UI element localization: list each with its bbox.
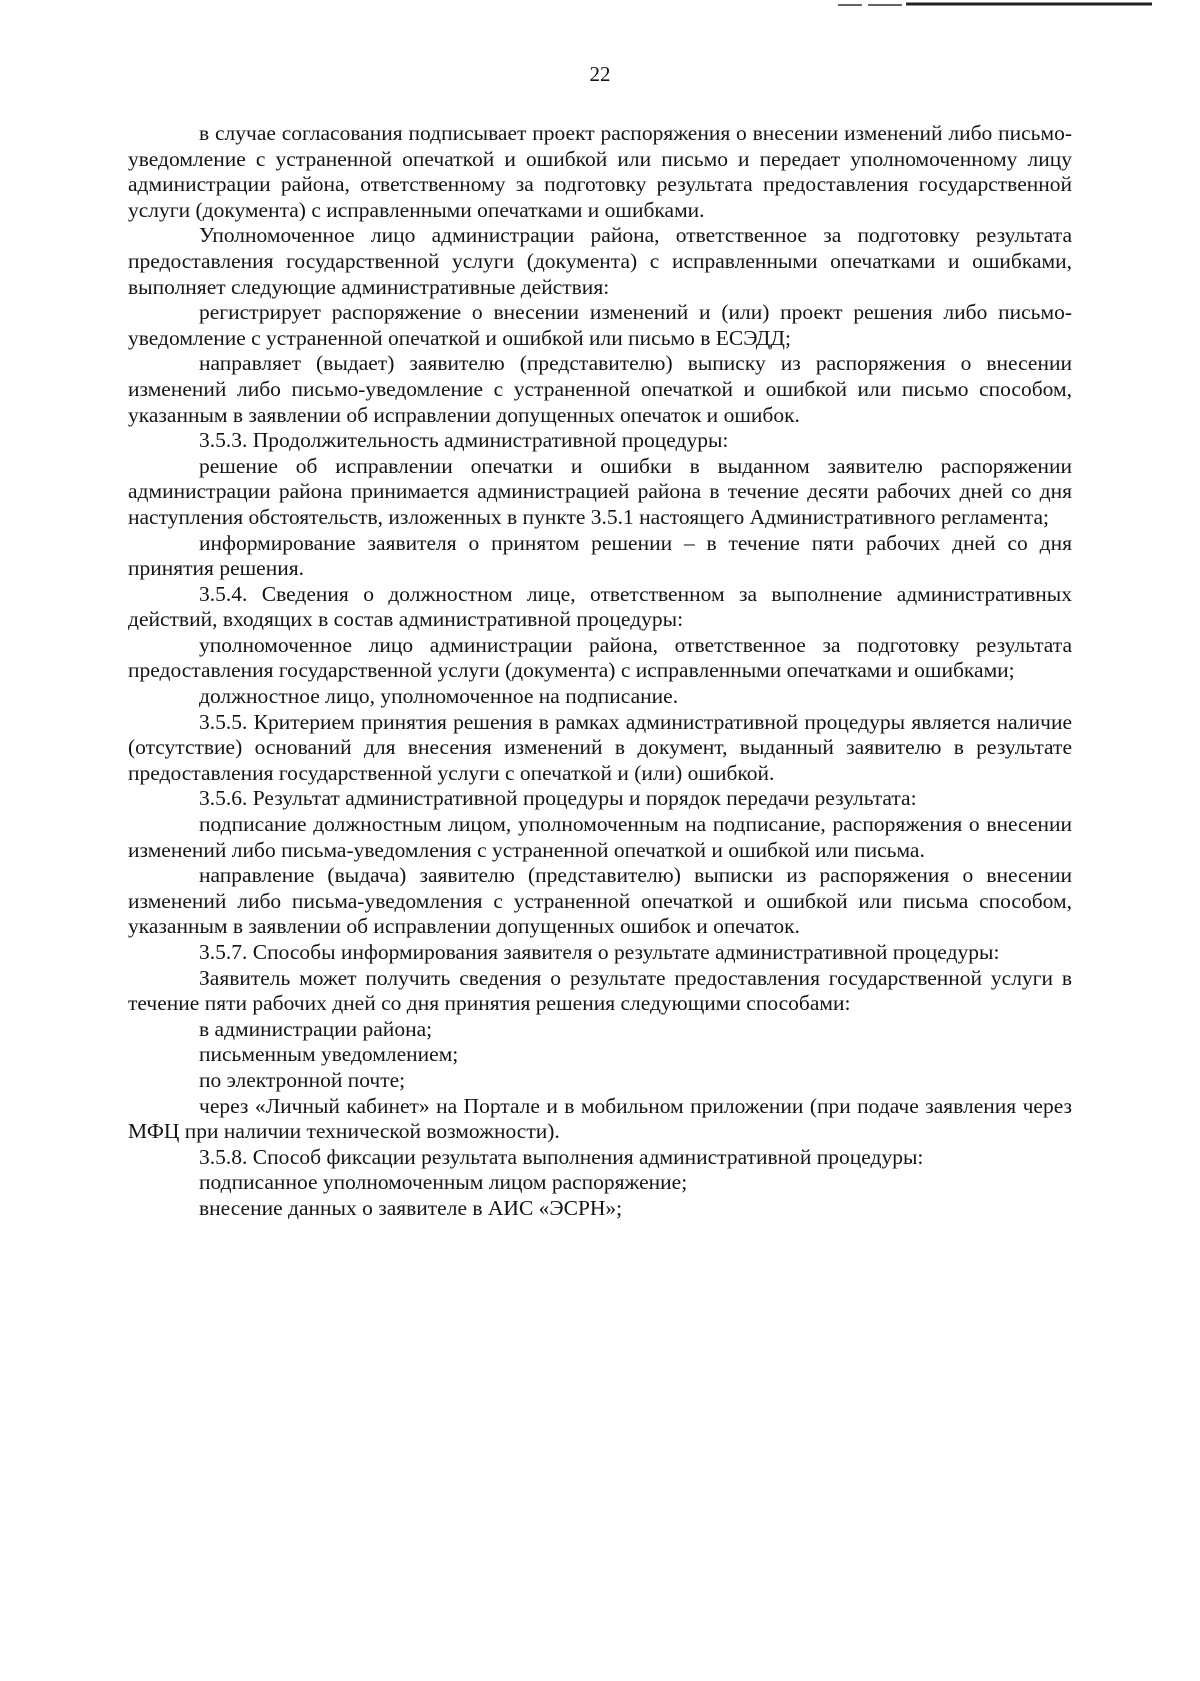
- paragraph: по электронной почте;: [199, 1067, 406, 1092]
- paragraph: решение об исправлении опечатки и ошибки в выданном заявителю распоряжении администрации района принимается администрацией района в течение десяти рабочих дней со дня наступления обстоятельств, изложенных в пункте 3.5.1 настоящего Административного регламента;: [128, 453, 1072, 529]
- paragraph: внесение данных о заявителе в АИС «ЭСРН»;: [199, 1195, 623, 1220]
- paragraph: Заявитель может получить сведения о результате предоставления государственной услуги в течение пяти рабочих дней со дня принятия решения следующими способами:: [128, 965, 1072, 1016]
- paragraph: подписание должностным лицом, уполномоченным на подписание, распоряжения о внесении изменений либо письма-уведомления с устраненной опечаткой и ошибкой или письма.: [128, 812, 1072, 862]
- paragraph: Уполномоченное лицо администрации района, ответственное за подготовку результата предоставления государственной услуги (документа) с исправленными опечатками и ошибками, выполняет следующие административные действия:: [128, 223, 1072, 299]
- paragraph: 3.5.3. Продолжительность административной процедуры:: [199, 428, 729, 453]
- paragraph: письменным уведомлением;: [199, 1042, 459, 1067]
- paragraph: направление (выдача) заявителю (представителю) выписки из распоряжения о внесении изменений либо письма-уведомления с устраненной опечаткой и ошибкой или письма способом, указанным в заявлении об исправлении допущенных ошибок и опечаток.: [128, 863, 1072, 939]
- paragraph: уполномоченное лицо администрации района, ответственное за подготовку результата предоставления государственной услуги (документа) с исправленными опечатками и ошибками;: [128, 632, 1072, 683]
- page-number: 22: [589, 62, 611, 86]
- paragraph: в администрации района;: [199, 1016, 433, 1041]
- paragraph: должностное лицо, уполномоченное на подписание.: [199, 684, 679, 709]
- paragraph: 3.5.8. Способ фиксации результата выполнения административной процедуры:: [199, 1144, 924, 1169]
- paragraph: 3.5.6. Результат административной процедуры и порядок передачи результата:: [199, 786, 917, 811]
- paragraph: 3.5.5. Критерием принятия решения в рамках административной процедуры является наличие (отсутствие) оснований для внесения изменений в документ, выданный заявителю в результате предоставления государственной услуги с опечаткой и (или) ошибкой.: [128, 709, 1072, 785]
- paragraph: в случае согласования подписывает проект распоряжения о внесении изменений либо письмо-уведомление с устраненной опечаткой и ошибкой или письмо и передает уполномоченному лицу администрации района, ответственному за подготовку результата предоставления государственной услуги (документа) с исправленными опечатками и ошибками.: [128, 121, 1072, 222]
- paragraph: через «Личный кабинет» на Портале и в мобильном приложении (при подаче заявления через МФЦ при наличии технической возможности).: [128, 1093, 1072, 1144]
- paragraph: подписанное уполномоченным лицом распоряжение;: [199, 1170, 688, 1195]
- paragraph: информирование заявителя о принятом решении – в течение пяти рабочих дней со дня принятия решения.: [128, 530, 1072, 581]
- paragraph: направляет (выдает) заявителю (представителю) выписку из распоряжения о внесении изменений либо письмо-уведомление с устраненной опечаткой и ошибкой или письмо способом, указанным в заявлении об исправлении допущенных опечаток и ошибок.: [128, 351, 1072, 427]
- document-body: [128, 121, 1072, 1222]
- paragraph: 3.5.7. Способы информирования заявителя о результате административной процедуры:: [199, 940, 1000, 964]
- paragraph: регистрирует распоряжение о внесении изменений и (или) проект решения либо письмо-уведомление с устраненной опечаткой и ошибкой или письмо в ЕСЭДД;: [128, 300, 1072, 350]
- paragraph: 3.5.4. Сведения о должностном лице, ответственном за выполнение административных действий, входящих в состав административной процедуры:: [128, 581, 1072, 632]
- scan-edge-marks: [0, 0, 1200, 14]
